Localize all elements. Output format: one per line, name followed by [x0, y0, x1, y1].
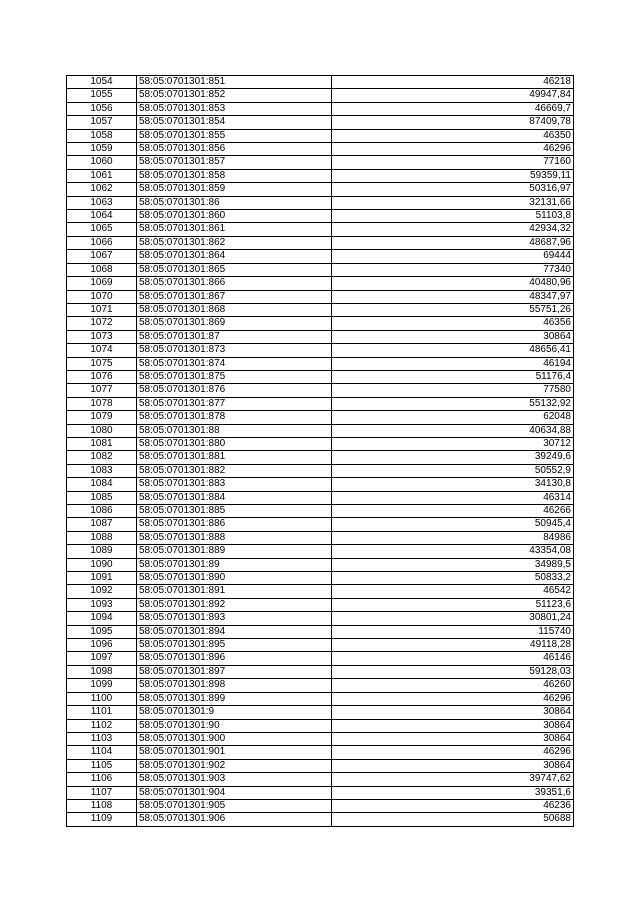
- table-row: [67, 719, 574, 732]
- table-row: [67, 250, 574, 263]
- table-row: [67, 424, 574, 437]
- value-cell: 84986: [332, 531, 574, 544]
- table-row: [67, 76, 574, 89]
- row-number-cell: 1073: [67, 330, 137, 343]
- cadastral-number-cell: 58:05:0701301:897: [137, 665, 332, 678]
- row-number-cell: 1095: [67, 625, 137, 638]
- table-row: [67, 102, 574, 115]
- data-table: [66, 75, 574, 827]
- row-number-cell: 1055: [67, 89, 137, 102]
- value-cell: 46314: [332, 491, 574, 504]
- value-cell: 55132,92: [332, 397, 574, 410]
- value-cell: 46542: [332, 585, 574, 598]
- cadastral-number-cell: 58:05:0701301:875: [137, 370, 332, 383]
- table-row: [67, 585, 574, 598]
- cadastral-number-cell: 58:05:0701301:899: [137, 692, 332, 705]
- cadastral-number-cell: 58:05:0701301:88: [137, 424, 332, 437]
- table-row: [67, 330, 574, 343]
- value-cell: 51176,4: [332, 370, 574, 383]
- value-cell: 115740: [332, 625, 574, 638]
- value-cell: 51103,8: [332, 210, 574, 223]
- cadastral-number-cell: 58:05:0701301:853: [137, 102, 332, 115]
- cadastral-number-cell: 58:05:0701301:895: [137, 639, 332, 652]
- cadastral-number-cell: 58:05:0701301:859: [137, 183, 332, 196]
- value-cell: 48347,97: [332, 290, 574, 303]
- row-number-cell: 1065: [67, 223, 137, 236]
- value-cell: 77340: [332, 263, 574, 276]
- row-number-cell: 1075: [67, 357, 137, 370]
- row-number-cell: 1054: [67, 76, 137, 89]
- cadastral-number-cell: 58:05:0701301:865: [137, 263, 332, 276]
- table-row: [67, 464, 574, 477]
- value-cell: 46266: [332, 505, 574, 518]
- cadastral-number-cell: 58:05:0701301:856: [137, 143, 332, 156]
- table-row: [67, 759, 574, 772]
- table-row: [67, 478, 574, 491]
- value-cell: 46260: [332, 679, 574, 692]
- row-number-cell: 1070: [67, 290, 137, 303]
- cadastral-number-cell: 58:05:0701301:862: [137, 236, 332, 249]
- cadastral-number-cell: 58:05:0701301:857: [137, 156, 332, 169]
- table-row: [67, 545, 574, 558]
- row-number-cell: 1077: [67, 384, 137, 397]
- table-row: [67, 505, 574, 518]
- value-cell: 69444: [332, 250, 574, 263]
- row-number-cell: 1080: [67, 424, 137, 437]
- table-row: [67, 210, 574, 223]
- table-row: [67, 799, 574, 812]
- table-row: [67, 692, 574, 705]
- cadastral-number-cell: 58:05:0701301:86: [137, 196, 332, 209]
- cadastral-number-cell: 58:05:0701301:90: [137, 719, 332, 732]
- value-cell: 46296: [332, 746, 574, 759]
- cadastral-number-cell: 58:05:0701301:864: [137, 250, 332, 263]
- value-cell: 40480,96: [332, 277, 574, 290]
- row-number-cell: 1089: [67, 545, 137, 558]
- cadastral-number-cell: 58:05:0701301:886: [137, 518, 332, 531]
- row-number-cell: 1103: [67, 732, 137, 745]
- value-cell: 49947,84: [332, 89, 574, 102]
- value-cell: 59128,03: [332, 665, 574, 678]
- table-row: [67, 317, 574, 330]
- value-cell: 50552,9: [332, 464, 574, 477]
- row-number-cell: 1059: [67, 143, 137, 156]
- cadastral-number-cell: 58:05:0701301:9: [137, 706, 332, 719]
- table-row: [67, 518, 574, 531]
- cadastral-number-cell: 58:05:0701301:888: [137, 531, 332, 544]
- table-row: [67, 786, 574, 799]
- table-row: [67, 706, 574, 719]
- table-row: [67, 732, 574, 745]
- table-row: [67, 236, 574, 249]
- table-row: [67, 491, 574, 504]
- cadastral-number-cell: 58:05:0701301:906: [137, 813, 332, 826]
- row-number-cell: 1085: [67, 491, 137, 504]
- value-cell: 50316,97: [332, 183, 574, 196]
- row-number-cell: 1056: [67, 102, 137, 115]
- table-row: [67, 639, 574, 652]
- table-row: [67, 183, 574, 196]
- value-cell: 30864: [332, 759, 574, 772]
- cadastral-number-cell: 58:05:0701301:902: [137, 759, 332, 772]
- cadastral-number-cell: 58:05:0701301:901: [137, 746, 332, 759]
- row-number-cell: 1078: [67, 397, 137, 410]
- table-row: [67, 558, 574, 571]
- table-row: [67, 531, 574, 544]
- value-cell: 30864: [332, 330, 574, 343]
- cadastral-number-cell: 58:05:0701301:867: [137, 290, 332, 303]
- cadastral-number-cell: 58:05:0701301:852: [137, 89, 332, 102]
- table-row: [67, 773, 574, 786]
- cadastral-number-cell: 58:05:0701301:878: [137, 411, 332, 424]
- row-number-cell: 1057: [67, 116, 137, 129]
- cadastral-number-cell: 58:05:0701301:877: [137, 397, 332, 410]
- row-number-cell: 1109: [67, 813, 137, 826]
- cadastral-number-cell: 58:05:0701301:898: [137, 679, 332, 692]
- row-number-cell: 1060: [67, 156, 137, 169]
- cadastral-number-cell: 58:05:0701301:885: [137, 505, 332, 518]
- table-row: [67, 223, 574, 236]
- cadastral-number-cell: 58:05:0701301:873: [137, 344, 332, 357]
- value-cell: 59359,11: [332, 169, 574, 182]
- row-number-cell: 1066: [67, 236, 137, 249]
- table-row: [67, 143, 574, 156]
- table-row: [67, 665, 574, 678]
- row-number-cell: 1082: [67, 451, 137, 464]
- value-cell: 46146: [332, 652, 574, 665]
- cadastral-number-cell: 58:05:0701301:900: [137, 732, 332, 745]
- row-number-cell: 1076: [67, 370, 137, 383]
- value-cell: 46296: [332, 692, 574, 705]
- value-cell: 39351,6: [332, 786, 574, 799]
- cadastral-number-cell: 58:05:0701301:903: [137, 773, 332, 786]
- row-number-cell: 1108: [67, 799, 137, 812]
- value-cell: 30712: [332, 437, 574, 450]
- table-row: [67, 357, 574, 370]
- value-cell: 46236: [332, 799, 574, 812]
- value-cell: 39747,62: [332, 773, 574, 786]
- table-row: [67, 156, 574, 169]
- row-number-cell: 1088: [67, 531, 137, 544]
- row-number-cell: 1093: [67, 598, 137, 611]
- table-row: [67, 344, 574, 357]
- value-cell: 46194: [332, 357, 574, 370]
- table-body: [67, 76, 574, 827]
- value-cell: 40634,88: [332, 424, 574, 437]
- value-cell: 49118,28: [332, 639, 574, 652]
- table-row: [67, 263, 574, 276]
- cadastral-number-cell: 58:05:0701301:860: [137, 210, 332, 223]
- row-number-cell: 1069: [67, 277, 137, 290]
- value-cell: 55751,26: [332, 303, 574, 316]
- value-cell: 30864: [332, 719, 574, 732]
- cadastral-number-cell: 58:05:0701301:881: [137, 451, 332, 464]
- row-number-cell: 1090: [67, 558, 137, 571]
- row-number-cell: 1105: [67, 759, 137, 772]
- row-number-cell: 1062: [67, 183, 137, 196]
- cadastral-number-cell: 58:05:0701301:854: [137, 116, 332, 129]
- cadastral-number-cell: 58:05:0701301:87: [137, 330, 332, 343]
- cadastral-number-cell: 58:05:0701301:892: [137, 598, 332, 611]
- table-row: [67, 612, 574, 625]
- row-number-cell: 1081: [67, 437, 137, 450]
- value-cell: 30801,24: [332, 612, 574, 625]
- value-cell: 43354,08: [332, 545, 574, 558]
- value-cell: 46218: [332, 76, 574, 89]
- cadastral-number-cell: 58:05:0701301:882: [137, 464, 332, 477]
- value-cell: 46296: [332, 143, 574, 156]
- value-cell: 50833,2: [332, 572, 574, 585]
- value-cell: 51123,6: [332, 598, 574, 611]
- value-cell: 42934,32: [332, 223, 574, 236]
- table-row: [67, 370, 574, 383]
- cadastral-number-cell: 58:05:0701301:896: [137, 652, 332, 665]
- row-number-cell: 1083: [67, 464, 137, 477]
- row-number-cell: 1084: [67, 478, 137, 491]
- table-row: [67, 625, 574, 638]
- cadastral-number-cell: 58:05:0701301:874: [137, 357, 332, 370]
- row-number-cell: 1064: [67, 210, 137, 223]
- value-cell: 32131,66: [332, 196, 574, 209]
- value-cell: 39249,6: [332, 451, 574, 464]
- value-cell: 77160: [332, 156, 574, 169]
- cadastral-number-cell: 58:05:0701301:851: [137, 76, 332, 89]
- table-row: [67, 451, 574, 464]
- cadastral-number-cell: 58:05:0701301:905: [137, 799, 332, 812]
- value-cell: 30864: [332, 732, 574, 745]
- table-row: [67, 169, 574, 182]
- cadastral-number-cell: 58:05:0701301:876: [137, 384, 332, 397]
- cadastral-number-cell: 58:05:0701301:891: [137, 585, 332, 598]
- row-number-cell: 1091: [67, 572, 137, 585]
- row-number-cell: 1087: [67, 518, 137, 531]
- row-number-cell: 1071: [67, 303, 137, 316]
- row-number-cell: 1104: [67, 746, 137, 759]
- row-number-cell: 1101: [67, 706, 137, 719]
- table-row: [67, 598, 574, 611]
- row-number-cell: 1092: [67, 585, 137, 598]
- value-cell: 48687,96: [332, 236, 574, 249]
- table-row: [67, 384, 574, 397]
- value-cell: 48656,41: [332, 344, 574, 357]
- row-number-cell: 1072: [67, 317, 137, 330]
- value-cell: 77580: [332, 384, 574, 397]
- cadastral-number-cell: 58:05:0701301:861: [137, 223, 332, 236]
- row-number-cell: 1099: [67, 679, 137, 692]
- table-row: [67, 397, 574, 410]
- row-number-cell: 1074: [67, 344, 137, 357]
- table-row: [67, 196, 574, 209]
- value-cell: 46350: [332, 129, 574, 142]
- table-row: [67, 89, 574, 102]
- value-cell: 62048: [332, 411, 574, 424]
- table-row: [67, 572, 574, 585]
- table-row: [67, 652, 574, 665]
- cadastral-number-cell: 58:05:0701301:868: [137, 303, 332, 316]
- value-cell: 50945,4: [332, 518, 574, 531]
- row-number-cell: 1079: [67, 411, 137, 424]
- row-number-cell: 1063: [67, 196, 137, 209]
- row-number-cell: 1106: [67, 773, 137, 786]
- cadastral-number-cell: 58:05:0701301:880: [137, 437, 332, 450]
- table-row: [67, 746, 574, 759]
- cadastral-number-cell: 58:05:0701301:883: [137, 478, 332, 491]
- table-row: [67, 437, 574, 450]
- table-row: [67, 129, 574, 142]
- cadastral-number-cell: 58:05:0701301:904: [137, 786, 332, 799]
- value-cell: 34989,5: [332, 558, 574, 571]
- row-number-cell: 1107: [67, 786, 137, 799]
- cadastral-number-cell: 58:05:0701301:889: [137, 545, 332, 558]
- row-number-cell: 1097: [67, 652, 137, 665]
- cadastral-number-cell: 58:05:0701301:893: [137, 612, 332, 625]
- table-row: [67, 411, 574, 424]
- row-number-cell: 1061: [67, 169, 137, 182]
- table-row: [67, 116, 574, 129]
- table-row: [67, 679, 574, 692]
- cadastral-number-cell: 58:05:0701301:858: [137, 169, 332, 182]
- cadastral-number-cell: 58:05:0701301:894: [137, 625, 332, 638]
- table-row: [67, 303, 574, 316]
- table-row: [67, 290, 574, 303]
- row-number-cell: 1100: [67, 692, 137, 705]
- cadastral-number-cell: 58:05:0701301:89: [137, 558, 332, 571]
- row-number-cell: 1098: [67, 665, 137, 678]
- value-cell: 46356: [332, 317, 574, 330]
- row-number-cell: 1102: [67, 719, 137, 732]
- row-number-cell: 1067: [67, 250, 137, 263]
- cadastral-number-cell: 58:05:0701301:869: [137, 317, 332, 330]
- table-row: [67, 277, 574, 290]
- value-cell: 50688: [332, 813, 574, 826]
- value-cell: 46669,7: [332, 102, 574, 115]
- row-number-cell: 1068: [67, 263, 137, 276]
- value-cell: 87409,78: [332, 116, 574, 129]
- value-cell: 34130,8: [332, 478, 574, 491]
- cadastral-number-cell: 58:05:0701301:884: [137, 491, 332, 504]
- cadastral-number-cell: 58:05:0701301:855: [137, 129, 332, 142]
- cadastral-number-cell: 58:05:0701301:866: [137, 277, 332, 290]
- row-number-cell: 1058: [67, 129, 137, 142]
- value-cell: 30864: [332, 706, 574, 719]
- row-number-cell: 1086: [67, 505, 137, 518]
- table-row: [67, 813, 574, 826]
- cadastral-number-cell: 58:05:0701301:890: [137, 572, 332, 585]
- row-number-cell: 1096: [67, 639, 137, 652]
- row-number-cell: 1094: [67, 612, 137, 625]
